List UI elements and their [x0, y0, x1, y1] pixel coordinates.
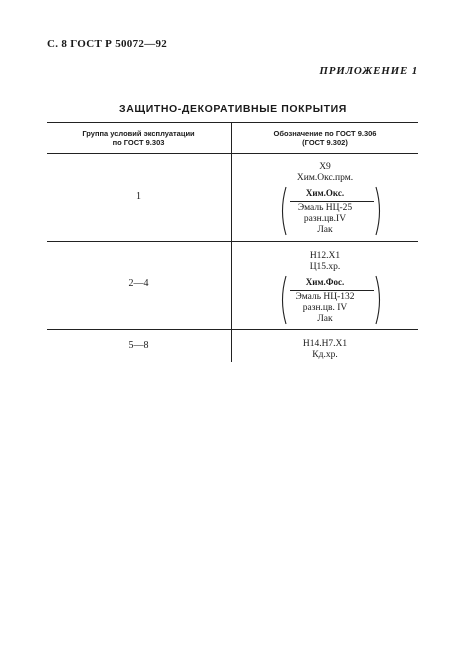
bracket-head: Хим.Окс.: [305, 188, 345, 198]
page-header: С. 8 ГОСТ Р 50072—92: [47, 38, 168, 50]
right-parenthesis: [374, 186, 384, 236]
designation-line: Кд.хр.: [312, 350, 338, 360]
left-parenthesis: [278, 275, 288, 325]
appendix-label: ПРИЛОЖЕНИЕ 1: [319, 65, 418, 77]
right-parenthesis: [374, 275, 384, 325]
row-rule-1: [47, 241, 418, 242]
column-header-group: [47, 129, 230, 147]
column-header-designation-line-2: (ГОСТ 9.302): [302, 138, 348, 147]
left-parenthesis: [278, 186, 288, 236]
column-header-designation-line-1: Обозначение по ГОСТ 9.306: [273, 129, 377, 138]
column-header-group-line-1: Группа условий эксплуатации: [82, 129, 195, 138]
document-title: ЗАЩИТНО-ДЕКОРАТИВНЫЕ ПОКРЫТИЯ: [119, 103, 347, 115]
table-top-rule: [47, 122, 418, 123]
designation-line: Н12.Х1: [309, 251, 341, 261]
column-divider: [231, 122, 232, 362]
bracket-head: Хим.Фос.: [305, 277, 345, 287]
designation-line: Ц15.хр.: [309, 262, 341, 272]
column-header-designation: [232, 129, 418, 147]
bracket-rule: [290, 201, 374, 202]
row-group-value: 1: [136, 191, 141, 202]
row-rule-2: [47, 329, 418, 330]
column-header-group-line-2: по ГОСТ 9.303: [112, 138, 165, 147]
bracket-line: Эмаль НЦ-25: [297, 203, 353, 213]
bracket-line: разн.цв. IV: [302, 303, 348, 313]
designation-line: Н14.Н7.Х1: [302, 339, 348, 349]
row-group-value: 5—8: [128, 340, 149, 351]
designation-line: Х9: [319, 162, 331, 172]
designation-line: Хим.Окс.прм.: [296, 173, 354, 183]
bracket-line: Эмаль НЦ-132: [295, 292, 355, 302]
bracket-rule: [290, 290, 374, 291]
header-rule: [47, 153, 418, 154]
bracket-line: Лак: [317, 314, 333, 324]
row-group-value: 2—4: [128, 278, 149, 289]
bracket-line: разн.цв.IV: [303, 214, 347, 224]
bracket-line: Лак: [317, 225, 333, 235]
